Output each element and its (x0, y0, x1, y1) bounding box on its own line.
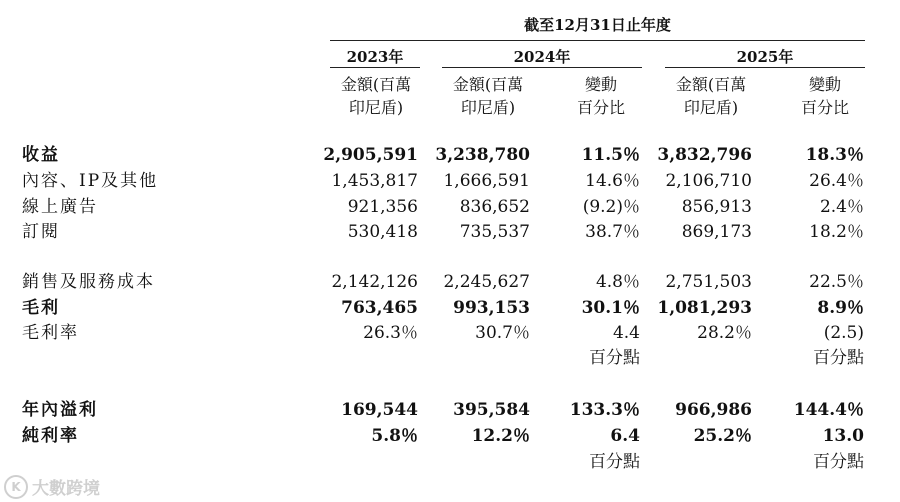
watermark-text: 大數跨境 (32, 479, 100, 499)
cell-change-2025: 2.4％ (819, 197, 864, 217)
cell-change-2024: 38.7％ (585, 222, 640, 242)
cell-amount-2023: 2,905,591 (323, 145, 418, 165)
cell-amount-2024: 2,245,627 (443, 272, 530, 292)
cell-change-2025: 百分點 (813, 452, 864, 472)
cell-amount-2025: 1,081,293 (657, 298, 752, 318)
row-label: 年內溢利 (22, 400, 98, 420)
cell-amount-2025: 2,751,503 (665, 272, 752, 292)
cell-change-2024: (9.2)％ (582, 197, 640, 217)
cell-change-2025: 144.4％ (793, 400, 864, 420)
cell-amount-2024: 1,666,591 (443, 171, 530, 191)
col-head-2024-amount: 金額(百萬 印尼盾) (452, 75, 524, 117)
table-row (0, 296, 900, 320)
row-label: 線上廣告 (22, 197, 98, 217)
table-row (0, 321, 900, 345)
table-row (0, 398, 900, 422)
cell-amount-2023: 26.3％ (363, 323, 418, 343)
cell-amount-2023: 169,544 (341, 400, 418, 420)
row-label: 訂閱 (22, 222, 60, 242)
table-row (0, 450, 900, 474)
col-head-2025-change: 變動 百分比 (800, 75, 849, 117)
row-label: 收益 (22, 145, 60, 165)
cell-amount-2023: 2,142,126 (331, 272, 418, 292)
table-row (0, 346, 900, 370)
period-rule (330, 40, 865, 41)
cell-amount-2025: 869,173 (681, 222, 752, 242)
year-2024-rule (442, 67, 642, 68)
year-2023-rule (330, 67, 420, 68)
cell-amount-2024: 735,537 (459, 222, 530, 242)
table-row (0, 424, 900, 448)
cell-amount-2024: 3,238,780 (435, 145, 530, 165)
cell-amount-2024: 395,584 (453, 400, 530, 420)
cell-amount-2023: 5.8％ (371, 426, 418, 446)
cell-change-2024: 4.8％ (595, 272, 640, 292)
row-label: 內容、IP及其他 (22, 171, 159, 191)
cell-change-2024: 11.5％ (581, 145, 640, 165)
watermark-logo-icon: K (4, 475, 28, 499)
cell-amount-2023: 921,356 (347, 197, 418, 217)
table-row (0, 195, 900, 219)
cell-change-2024: 4.4 (612, 323, 640, 343)
col-head-2023-amount: 金額(百萬 印尼盾) (340, 75, 412, 117)
table-row (0, 220, 900, 244)
row-label: 毛利率 (22, 323, 79, 343)
col-head-2024-change: 變動 百分比 (576, 75, 625, 117)
cell-amount-2025: 966,986 (675, 400, 752, 420)
cell-change-2025: 8.9％ (817, 298, 864, 318)
cell-amount-2024: 12.2％ (471, 426, 530, 446)
cell-change-2025: 18.2％ (809, 222, 864, 242)
cell-amount-2025: 2,106,710 (665, 171, 752, 191)
cell-change-2024: 14.6％ (585, 171, 640, 191)
cell-amount-2025: 3,832,796 (657, 145, 752, 165)
cell-change-2024: 百分點 (589, 348, 640, 368)
year-2025-rule (665, 67, 865, 68)
cell-amount-2024: 993,153 (453, 298, 530, 318)
cell-amount-2025: 25.2％ (693, 426, 752, 446)
cell-change-2024: 百分點 (589, 452, 640, 472)
year-2024: 2024年 (513, 48, 571, 66)
table-row (0, 270, 900, 294)
year-2025: 2025年 (736, 48, 794, 66)
cell-change-2025: 26.4％ (809, 171, 864, 191)
cell-change-2025: 22.5％ (809, 272, 864, 292)
cell-change-2024: 6.4 (610, 426, 640, 446)
year-2023: 2023年 (346, 48, 404, 66)
cell-amount-2023: 1,453,817 (331, 171, 418, 191)
row-label: 純利率 (22, 426, 79, 446)
table-row (0, 143, 900, 167)
cell-change-2025: 百分點 (813, 348, 864, 368)
cell-change-2025: 13.0 (822, 426, 864, 446)
cell-amount-2023: 530,418 (347, 222, 418, 242)
cell-amount-2024: 836,652 (459, 197, 530, 217)
cell-amount-2023: 763,465 (341, 298, 418, 318)
row-label: 銷售及服務成本 (22, 272, 155, 292)
cell-amount-2025: 856,913 (681, 197, 752, 217)
col-head-2025-amount: 金額(百萬 印尼盾) (675, 75, 747, 117)
cell-change-2025: (2.5) (823, 323, 864, 343)
cell-amount-2024: 30.7％ (475, 323, 530, 343)
table-row (0, 169, 900, 193)
watermark (4, 474, 100, 499)
cell-amount-2025: 28.2％ (697, 323, 752, 343)
cell-change-2025: 18.3％ (805, 145, 864, 165)
row-label: 毛利 (22, 298, 60, 318)
cell-change-2024: 133.3％ (569, 400, 640, 420)
cell-change-2024: 30.1％ (581, 298, 640, 318)
period-header: 截至12月31日止年度 (524, 16, 671, 34)
